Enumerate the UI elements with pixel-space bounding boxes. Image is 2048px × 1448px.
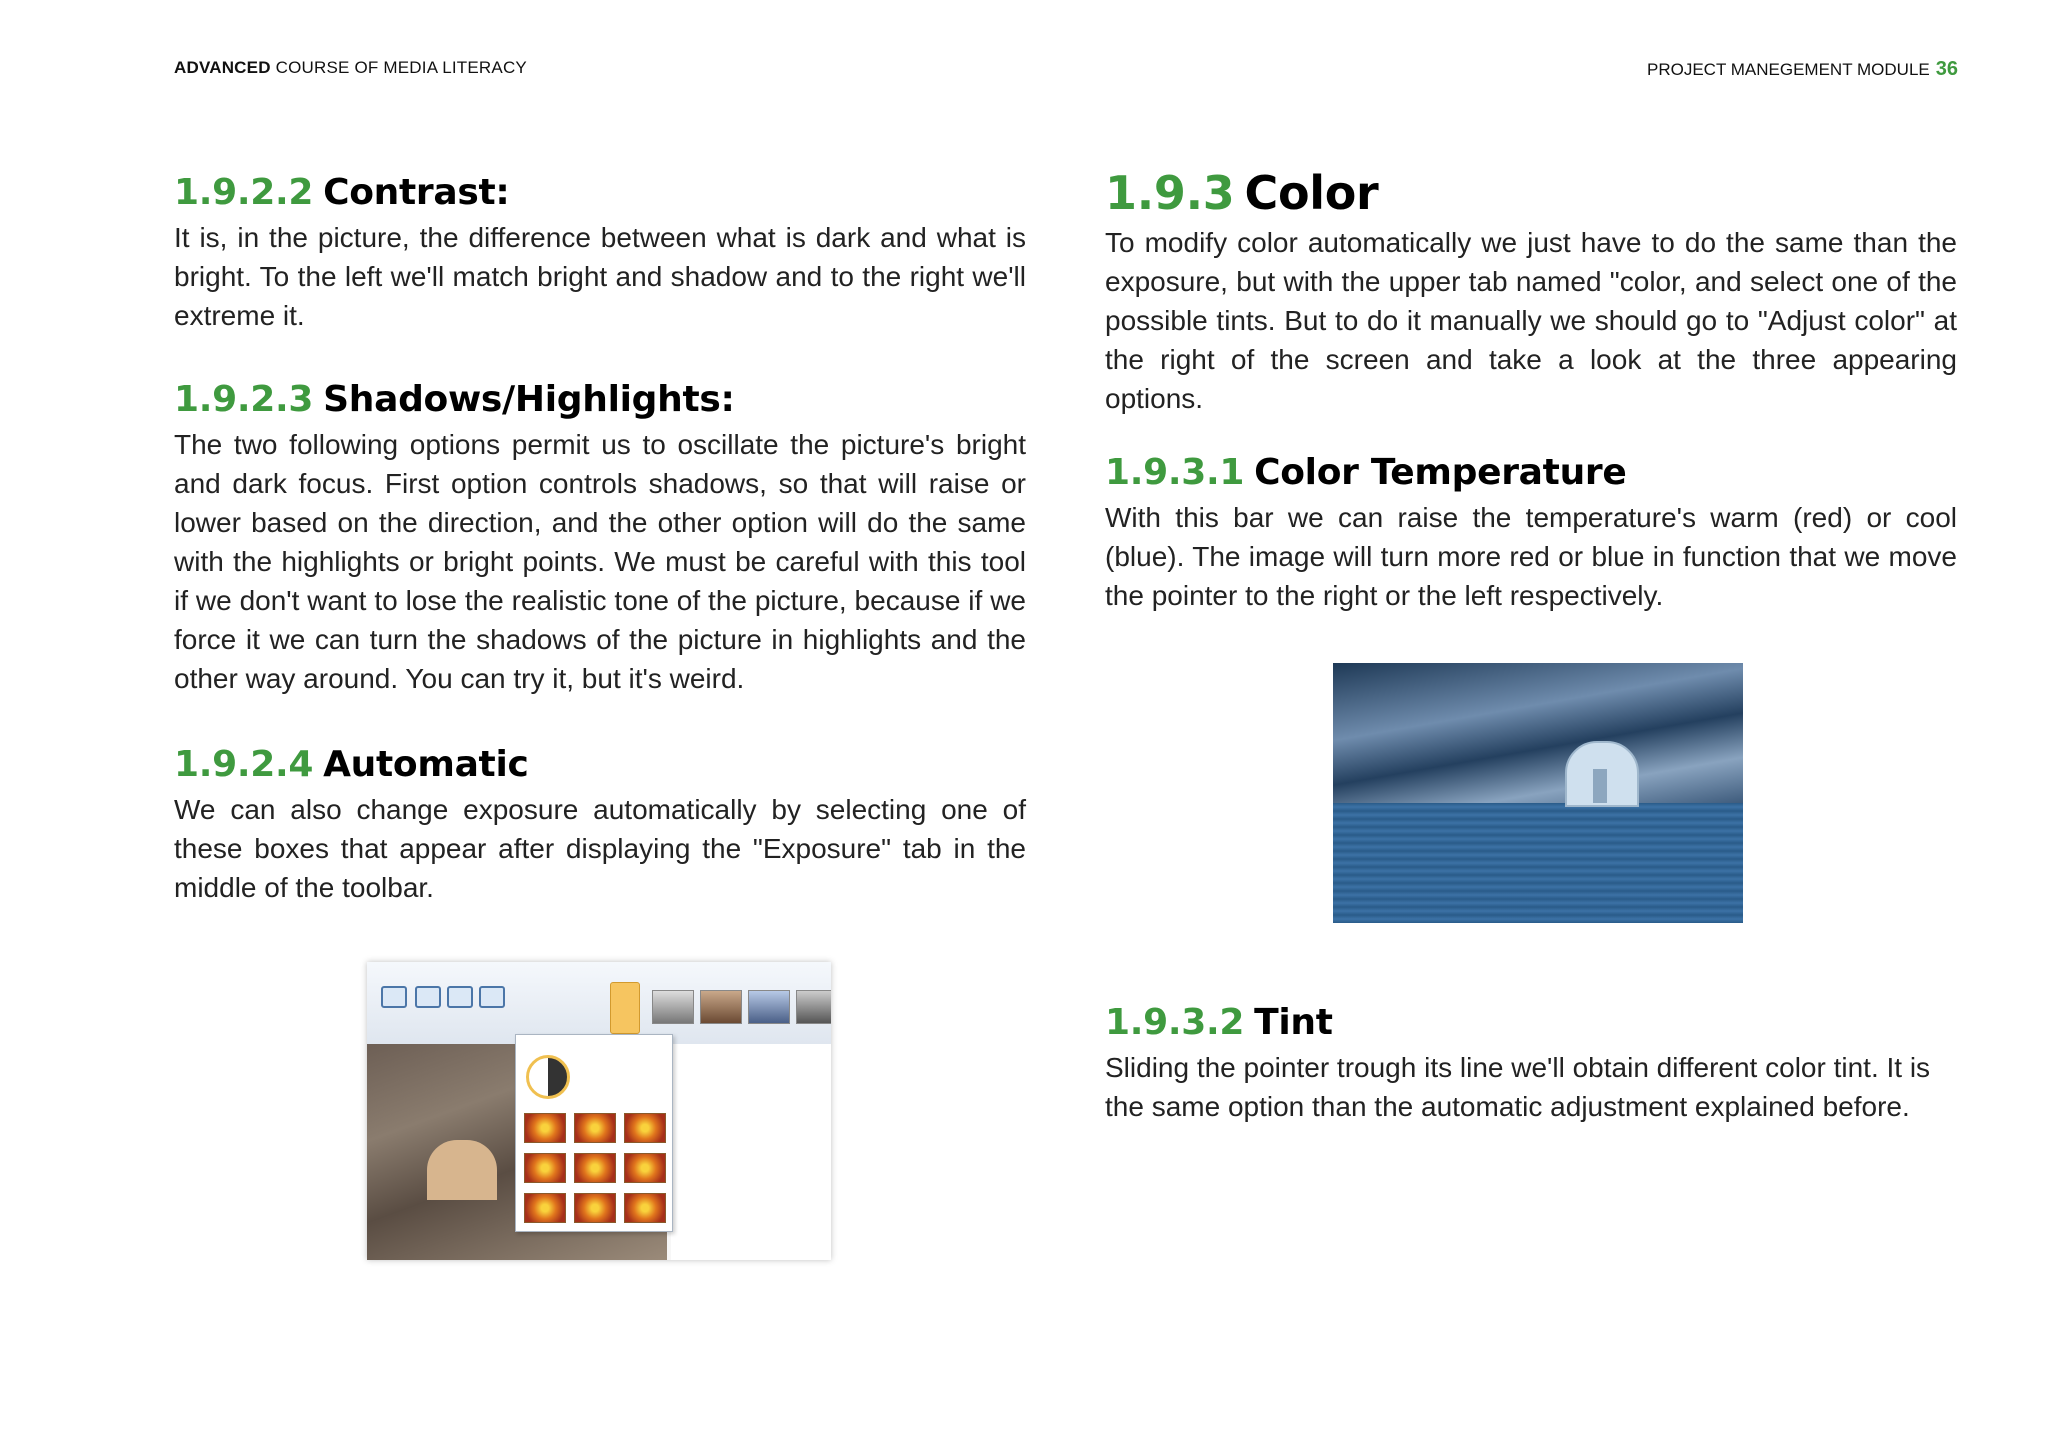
adjust-button-icon — [610, 982, 640, 1034]
page-number: 36 — [1935, 58, 1958, 80]
eye-icon — [415, 986, 441, 1008]
tint-section — [1105, 1000, 1957, 1126]
section-title: Contrast: — [323, 172, 510, 213]
section-number: 1.9.3.2 — [1105, 1002, 1245, 1043]
section-tint-heading — [1105, 1000, 1957, 1046]
left-column — [174, 170, 1026, 907]
section-title: Color — [1244, 166, 1379, 220]
section-color-heading — [1105, 165, 1957, 221]
screenshot-adjust-panel — [671, 1044, 831, 1260]
exposure-dropdown — [515, 1034, 673, 1232]
exposure-preset-thumbnail — [624, 1113, 666, 1143]
section-number: 1.9.3 — [1105, 166, 1235, 220]
section-shadows-heading — [174, 377, 1026, 423]
header-bold: ADVANCED — [174, 58, 271, 77]
exposure-preset-thumbnail — [574, 1193, 616, 1223]
section-number: 1.9.2.2 — [174, 172, 314, 213]
screenshot-house — [427, 1140, 497, 1200]
photo-door — [1593, 769, 1607, 803]
screenshot-ribbon — [367, 962, 831, 1045]
gray-preset-thumbnail — [796, 990, 831, 1024]
retouch-icon — [447, 986, 473, 1008]
straighten-icon — [479, 986, 505, 1008]
exposure-preset-thumbnail — [524, 1193, 566, 1223]
color-paragraph: To modify color automatically we just have to do the same than the exposure, but with the upper tab named "color, and select one of the possible tints. But to do it manually we should go to "Adjust color" at the right of the screen and take a look at the three appearing options. — [1105, 227, 1957, 414]
section-automatic-heading — [174, 742, 1026, 788]
automatic-paragraph: We can also change exposure automatically by selecting one of these boxes that appear after displaying the "Exposure" tab in the middle of the toolbar. — [174, 794, 1026, 903]
header-course: COURSE OF MEDIA LITERACY — [275, 58, 527, 77]
photo-rocks — [1333, 663, 1743, 813]
crop-icon — [381, 986, 407, 1008]
section-number: 1.9.2.4 — [174, 744, 314, 785]
section-title: Color Temperature — [1254, 452, 1627, 493]
section-temperature-heading — [1105, 450, 1957, 496]
section-number: 1.9.3.1 — [1105, 452, 1245, 493]
temperature-paragraph: With this bar we can raise the temperature's warm (red) or cool (blue). The image will turn more red or blue in function that we move the pointer to the right or the left respectively. — [1105, 502, 1957, 611]
right-column — [1105, 165, 1957, 615]
contrast-paragraph: It is, in the picture, the difference between what is dark and what is bright. To the left we'll match bright and shadow and to the right we'll extreme it. — [174, 222, 1026, 331]
exposure-toolbar-screenshot — [367, 962, 831, 1260]
section-title: Automatic — [323, 744, 529, 785]
section-title: Shadows/Highlights: — [323, 379, 735, 420]
exposure-preset-thumbnail — [624, 1193, 666, 1223]
section-contrast-heading — [174, 170, 1026, 216]
shadows-paragraph: The two following options permit us to oscillate the picture's bright and dark focus. First option controls shadows, so that will raise or lower based on the direction, and the other option will do the same with the highlights or bright points. We must be careful with this tool if we don't want to lose the realistic tone of the picture, because if we force it we can turn the shadows of the picture in highlights and the other way around. You can try it, but it's weird. — [174, 429, 1026, 694]
bw-preset-thumbnail — [652, 990, 694, 1024]
running-header-right — [1647, 58, 1958, 81]
sepia-preset-thumbnail — [700, 990, 742, 1024]
cool-tone-photo — [1333, 663, 1743, 923]
exposure-preset-thumbnail — [574, 1153, 616, 1183]
auto-exposure-icon — [526, 1055, 570, 1099]
tint-paragraph: Sliding the pointer trough its line we'll obtain different color tint. It is the same option than the automatic adjustment explained before. — [1105, 1052, 1931, 1122]
exposure-preset-thumbnail — [574, 1113, 616, 1143]
exposure-preset-thumbnail — [524, 1153, 566, 1183]
photo-water — [1333, 803, 1743, 923]
running-header-left — [174, 58, 527, 78]
section-number: 1.9.2.3 — [174, 379, 314, 420]
exposure-preset-thumbnail — [624, 1153, 666, 1183]
blue-preset-thumbnail — [748, 990, 790, 1024]
header-module: PROJECT MANEGEMENT MODULE — [1647, 60, 1930, 79]
exposure-preset-thumbnail — [524, 1113, 566, 1143]
section-title: Tint — [1254, 1002, 1333, 1043]
